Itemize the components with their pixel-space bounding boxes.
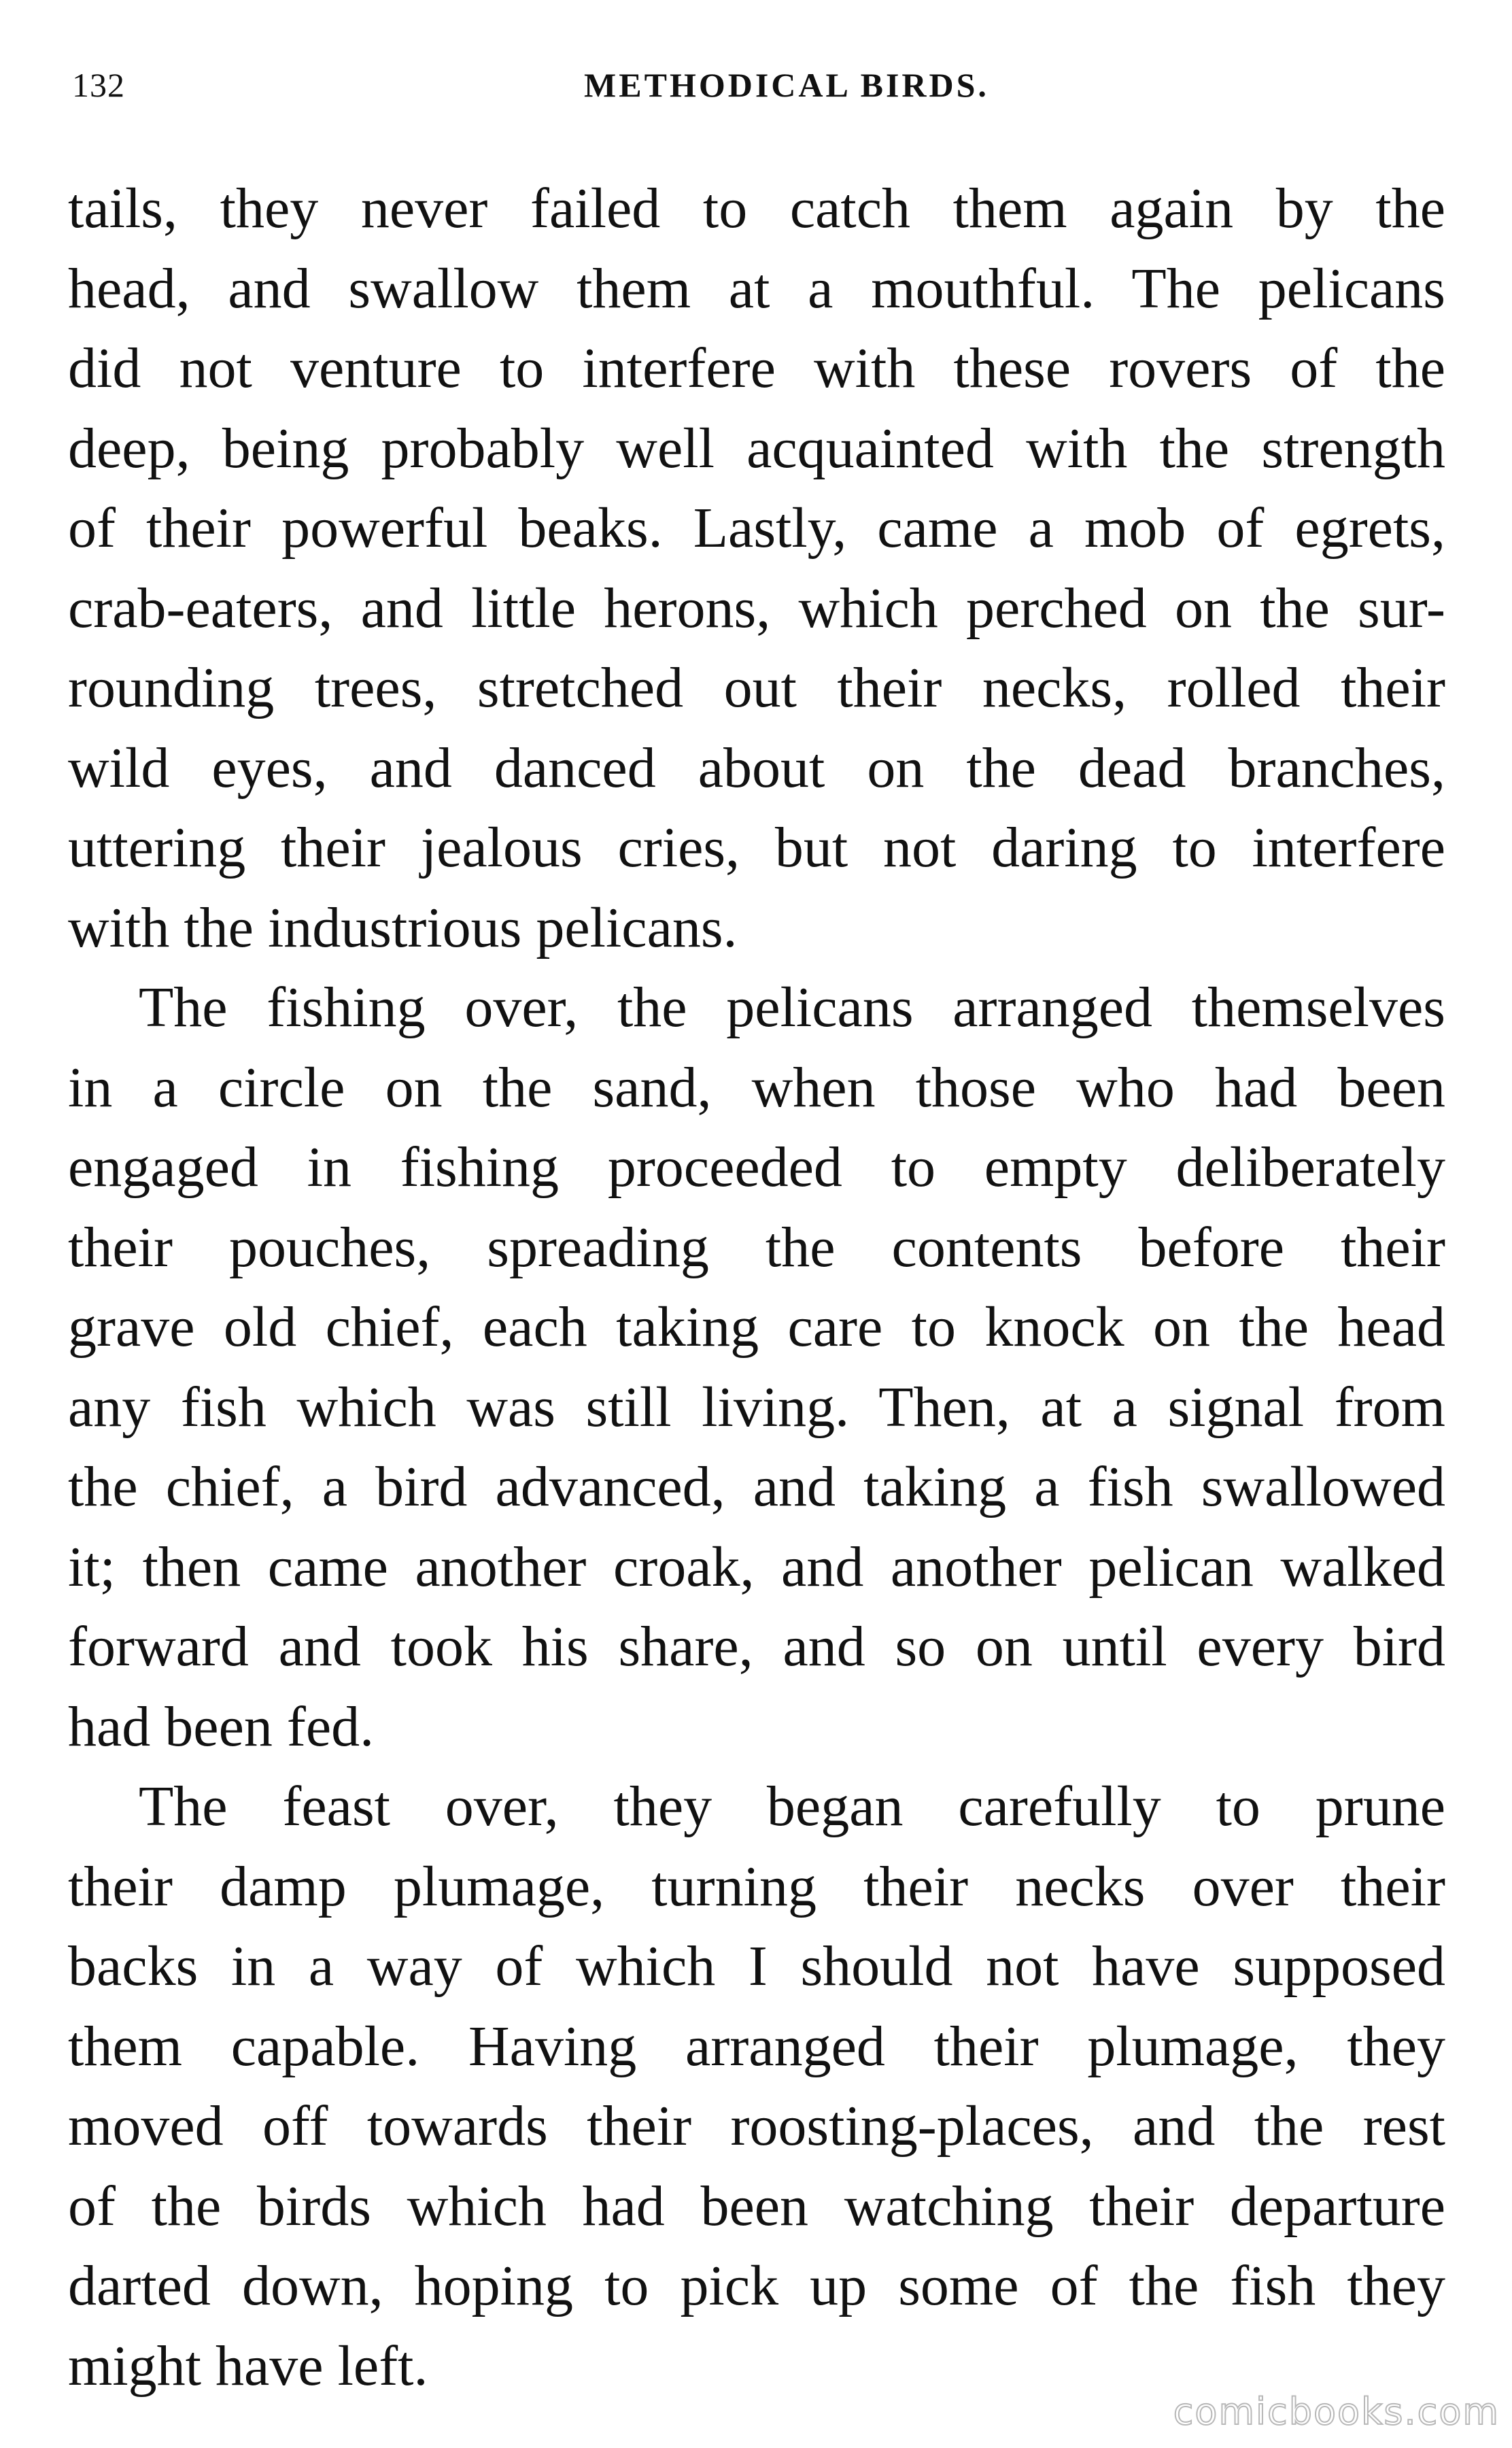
text-line: tails, they never failed to catch them again by the [68,177,1445,240]
text-line: any fish which was still living. Then, at a signal from [68,1375,1445,1439]
text-line: darted down, hoping to pick up some of the fish they [68,2254,1445,2317]
page-number: 132 [72,66,125,104]
text-line: did not venture to interfere with these rovers of the [68,337,1445,400]
paragraph [68,968,1445,1767]
text-line: of the birds which had been watching their departure [68,2174,1445,2238]
text-line: forward and took his share, and so on until every bird [68,1615,1445,1678]
text-line: had been fed. [68,1695,375,1758]
text-line: uttering their jealous cries, but not daring to interfere [68,816,1445,879]
text-line: their damp plumage, turning their necks over their [68,1854,1445,1918]
text-line: them capable. Having arranged their plumage, they [68,2014,1445,2078]
text-line: the chief, a bird advanced, and taking a fish swallowed [68,1455,1445,1518]
running-head [72,65,1440,120]
text-line: in a circle on the sand, when those who had been [68,1055,1445,1119]
body-text [68,169,1445,2406]
text-line: it; then came another croak, and another pelican walked [68,1535,1445,1599]
page-header-title: METHODICAL BIRDS. [584,66,989,104]
watermark: comicbooks.com [1173,2390,1500,2433]
paragraph [68,169,1445,968]
text-line: rounding trees, stretched out their necks, rolled their [68,656,1445,719]
text-line: engaged in fishing proceeded to empty deliberately [68,1136,1445,1199]
text-line: head, and swallow them at a mouthful. The pelicans [68,256,1445,320]
text-line: backs in a way of which I should not have supposed [68,1935,1445,1998]
text-line: of their powerful beaks. Lastly, came a mob of egrets, [68,496,1445,560]
paragraph [68,1767,1445,2406]
text-line: might have left. [68,2334,428,2398]
text-line: The feast over, they began carefully to prune [139,1775,1445,1838]
text-line: crab-eaters, and little herons, which perched on the sur- [68,576,1445,640]
text-line: wild eyes, and danced about on the dead branches, [68,736,1445,800]
text-line: grave old chief, each taking care to knock on the head [68,1295,1445,1359]
text-line: The fishing over, the pelicans arranged themselves [139,976,1445,1039]
text-line: deep, being probably well acquainted with the strength [68,416,1445,480]
text-line: their pouches, spreading the contents before their [68,1215,1445,1279]
text-line: with the industrious pelicans. [68,896,738,959]
text-line: moved off towards their roosting-places, and the rest [68,2094,1445,2158]
